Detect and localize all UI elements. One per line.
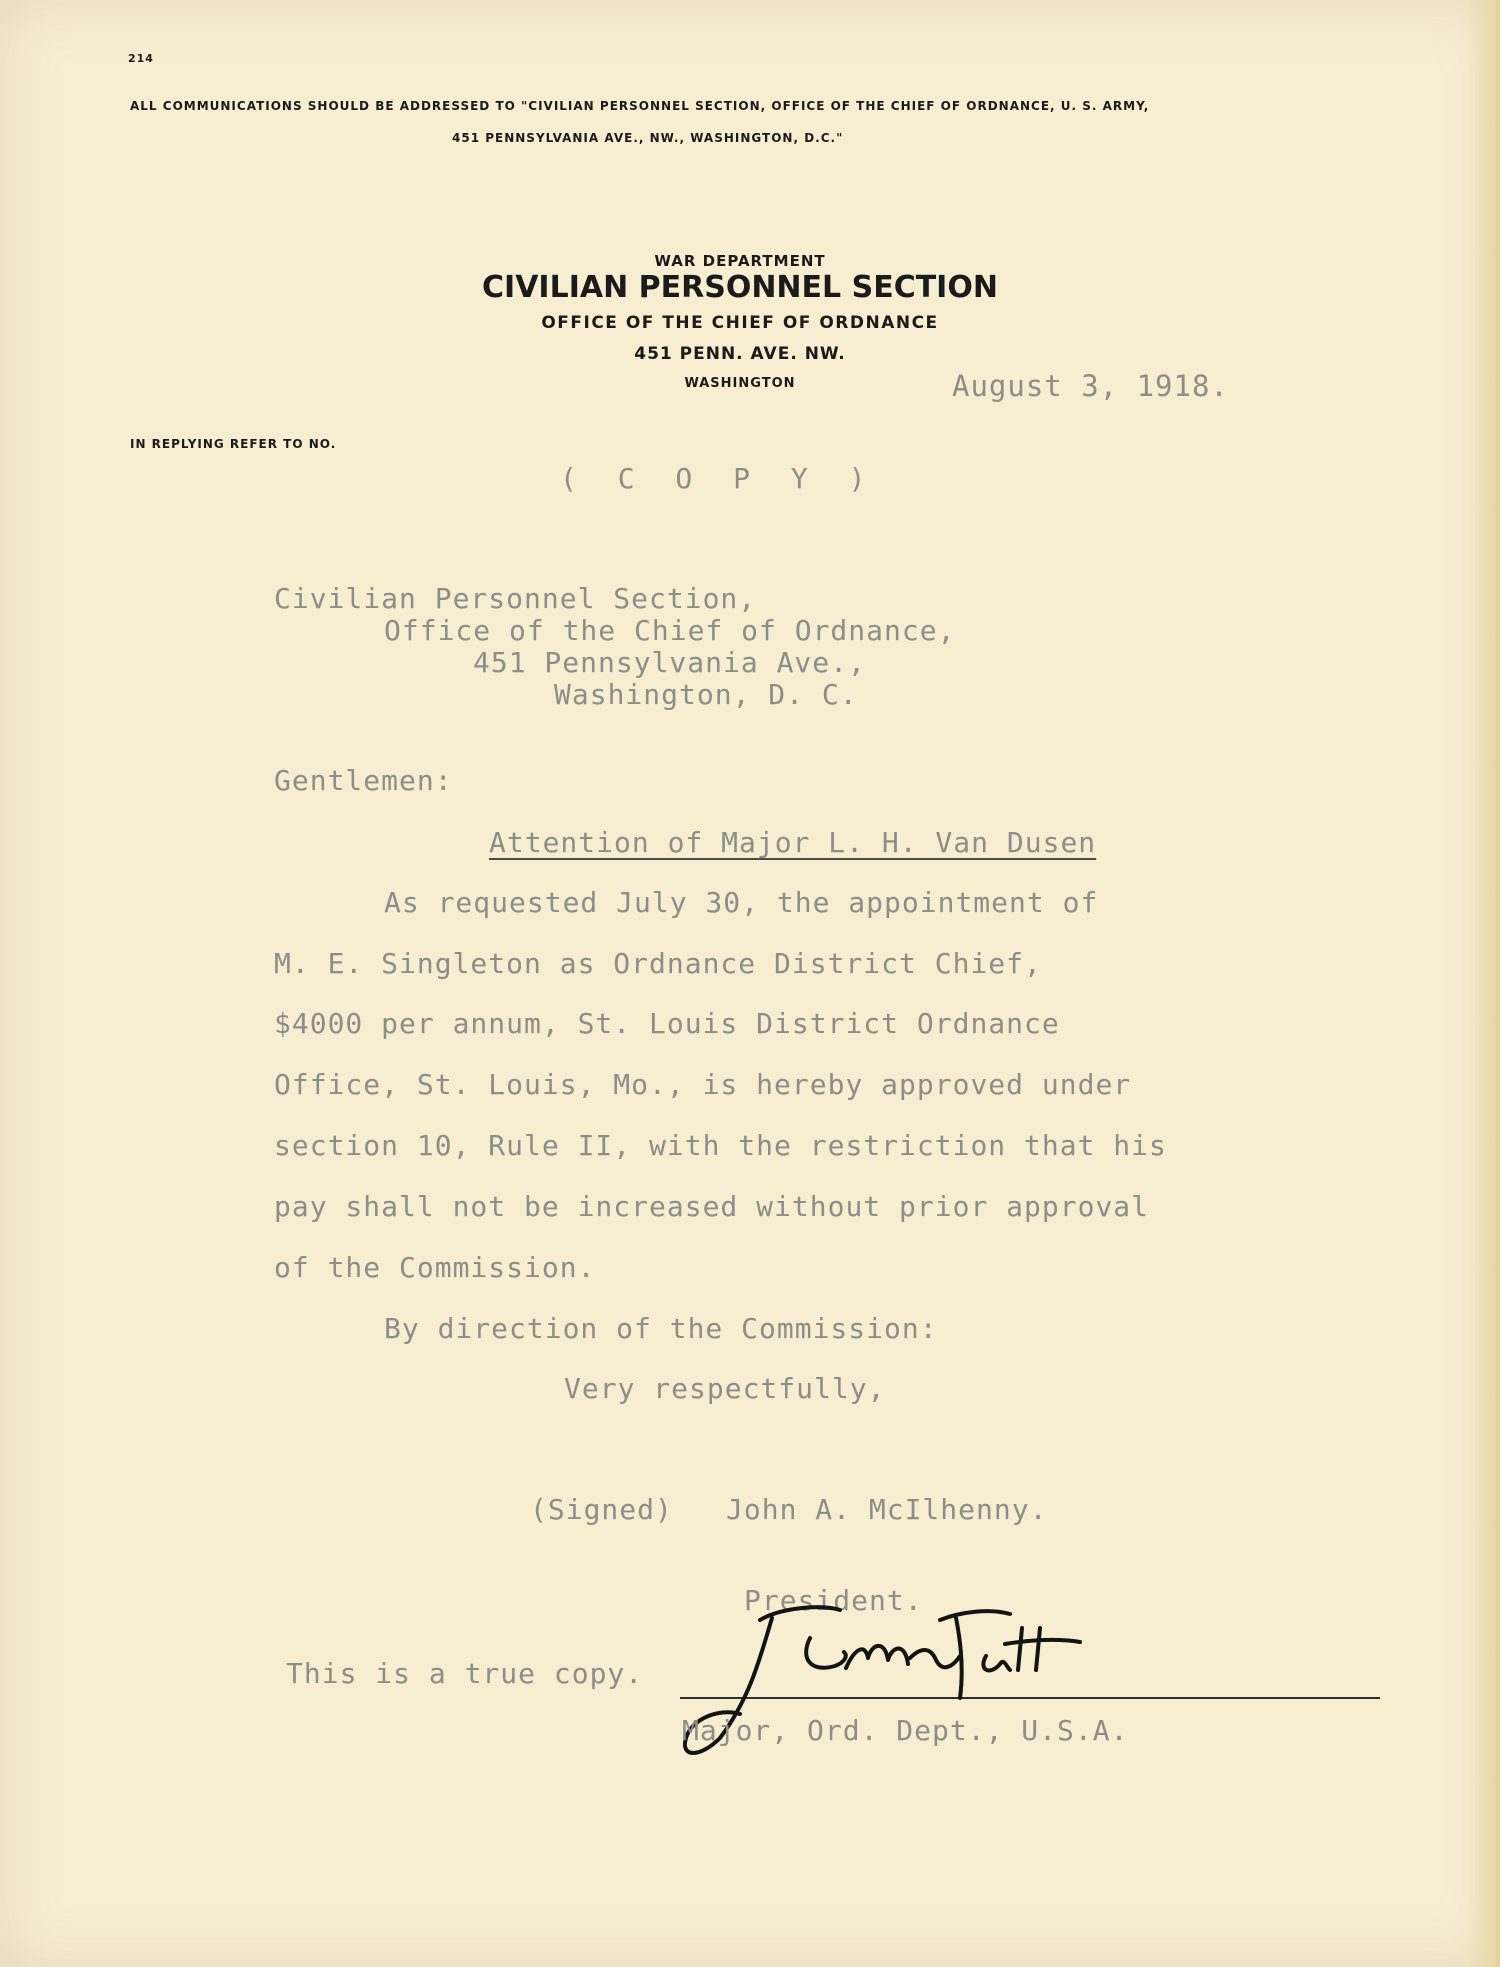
- closing: Very respectfully,: [564, 1372, 886, 1405]
- address-notice-line-2: 451 PENNSYLVANIA AVE., NW., WASHINGTON, D.C.": [452, 131, 844, 145]
- body-line: M. E. Singleton as Ordnance District Chief,: [274, 947, 1042, 980]
- letter-date: August 3, 1918.: [952, 369, 1229, 403]
- letterhead-section: CIVILIAN PERSONNEL SECTION: [482, 270, 998, 305]
- letterhead-city: WASHINGTON: [684, 376, 796, 391]
- signer-title: President.: [744, 1584, 923, 1617]
- direction-line: By direction of the Commission:: [384, 1312, 938, 1345]
- copy-mark: ( C O P Y ): [560, 462, 878, 495]
- body-line: section 10, Rule II, with the restriction that his: [274, 1129, 1167, 1162]
- body-line: As requested July 30, the appointment of: [384, 886, 1099, 919]
- recipient-line: Washington, D. C.: [554, 678, 858, 711]
- true-copy-note: This is a true copy.: [286, 1657, 644, 1690]
- signer-name: John A. McIlhenny.: [726, 1493, 1048, 1526]
- body-line: pay shall not be increased without prior approval: [274, 1190, 1150, 1223]
- attention-line: Attention of Major L. H. Van Dusen: [489, 826, 1097, 859]
- body-line: Office, St. Louis, Mo., is hereby approved under: [274, 1068, 1132, 1101]
- letterhead-address: 451 PENN. AVE. NW.: [634, 344, 846, 364]
- reply-reference-note: IN REPLYING REFER TO NO.: [130, 437, 337, 451]
- recipient-line: Civilian Personnel Section,: [274, 582, 757, 615]
- letterhead-department: WAR DEPARTMENT: [654, 252, 826, 270]
- body-line: of the Commission.: [274, 1251, 596, 1284]
- letterhead-office: OFFICE OF THE CHIEF OF ORDNANCE: [541, 313, 939, 333]
- recipient-line: Office of the Chief of Ordnance,: [384, 614, 956, 647]
- page-number: 214: [128, 52, 154, 65]
- salutation: Gentlemen:: [274, 764, 453, 797]
- recipient-line: 451 Pennsylvania Ave.,: [473, 646, 866, 679]
- signed-label: (Signed): [530, 1493, 673, 1526]
- certifier-title: Major, Ord. Dept., U.S.A.: [682, 1714, 1129, 1747]
- body-line: $4000 per annum, St. Louis District Ordnance: [274, 1007, 1060, 1040]
- address-notice-line-1: ALL COMMUNICATIONS SHOULD BE ADDRESSED TO "CIVILIAN PERSONNEL SECTION, OFFICE OF THE CHIEF OF ORDNANCE, U. S. ARMY,: [130, 99, 1150, 113]
